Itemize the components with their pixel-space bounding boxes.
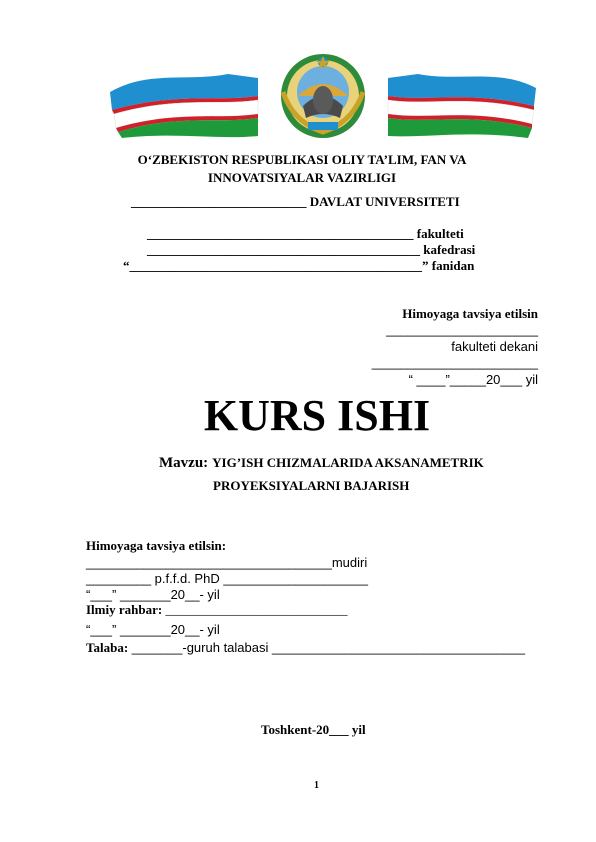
state-emblem-icon [108,52,538,138]
dean-signature-line: _______________________ [371,355,538,370]
mudiri-line: __________________________________mudiri [86,555,368,570]
dean-label: fakulteti dekani [451,339,538,354]
department-line: __________________________________________ kafedrasi [147,242,476,257]
university-line: ___________________________ DAVLAT UNIVERSITETI [131,194,460,209]
recommend-title: Himoyaga tavsiya etilsin: [86,538,227,553]
city-year: Toshkent-20___ yil [261,722,366,737]
subject-line: “_____________________________________________” fanidan [123,258,475,273]
date-line-2: “___” _______20__- yil [86,622,220,637]
approval-title: Himoyaga tavsiya etilsin [402,306,538,321]
student-label: Talaba: [86,640,129,655]
date-line-1: “___” _______20__- yil [86,587,220,602]
topic-row [159,454,484,472]
right-flag-icon [388,74,536,138]
student-row [86,640,525,656]
student-line: _______-guruh talabasi ___________________________________ [128,640,526,655]
page-number: 1 [314,780,319,791]
approval-signature-line: _____________________ [386,322,538,337]
coat-of-arms-icon [281,54,365,138]
supervisor-label: Ilmiy rahbar: [86,602,163,617]
topic-line-2: PROYEKSIYALARNI BAJARISH [213,478,410,493]
approval-date: “ ____”_____20___ yil [408,372,538,387]
page-title: KURS ISHI [203,391,431,440]
ministry-line-1: O‘ZBEKISTON RESPUBLIKASI OLIY TA’LIM, FAN VA [137,152,467,167]
topic-line-1: YIG’ISH CHIZMALARIDA AKSANAMETRIK [212,455,484,470]
left-flag-icon [110,74,258,138]
ministry-line-2: INNOVATSIYALAR VAZIRLIGI [207,170,397,185]
phd-line: _________ p.f.f.d. PhD ____________________ [86,571,368,586]
supervisor-line: ____________________________ [162,602,348,617]
faculty-line: _________________________________________ fakulteti [147,226,464,241]
topic-label: Mavzu: [159,455,209,471]
supervisor-row [86,602,347,618]
